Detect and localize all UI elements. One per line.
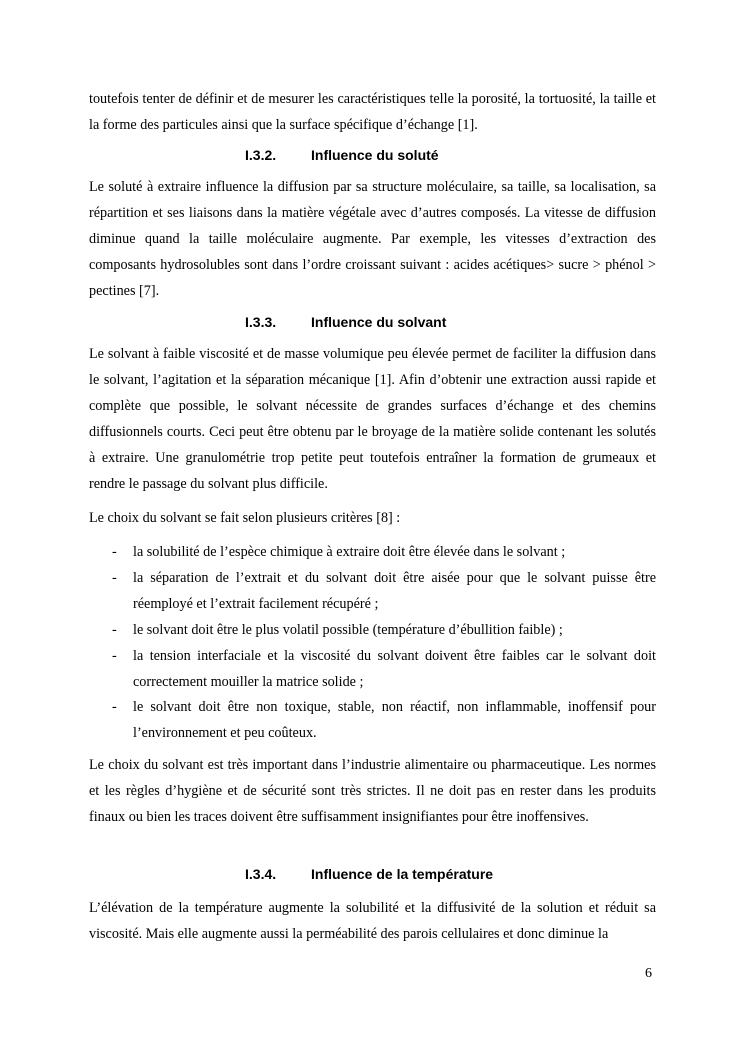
- section-heading-solute: [245, 145, 439, 165]
- section-title: Influence de la température: [311, 866, 494, 882]
- paragraph-solute: Le soluté à extraire influence la diffusion par sa structure moléculaire, sa taille, sa localisation, sa répartition et ses liaisons dans la matière végétale avec d’autres composés. La vitesse de diffusion diminue quand la taille moléculaire augmente. Par exemple, les vitesses d’extraction des composants hydrosolubles sont dans l’ordre croissant suivant : acides acétiques> sucre > phénol > pectines [7].: [89, 179, 656, 299]
- list-item: - la solubilité de l’espèce chimique à extraire doit être élevée dans le solvant ;: [89, 540, 656, 566]
- list-item: - la tension interfaciale et la viscosité du solvant doivent être faibles car le solvant doit correctement mouiller la matrice solide ;: [89, 644, 656, 696]
- list-item: - le solvant doit être non toxique, stable, non réactif, non inflammable, inoffensif pour l’environnement et peu coûteux.: [89, 695, 656, 747]
- section-number: I.3.2.: [245, 147, 277, 163]
- list-dash: -: [112, 647, 117, 664]
- list-dash: -: [112, 699, 117, 716]
- section-heading-solvant: [245, 312, 446, 332]
- list-item: - le solvant doit être le plus volatil possible (température d’ébullition faible) ;: [89, 618, 656, 644]
- section-number: I.3.3.: [245, 314, 277, 330]
- page-number: 6: [645, 966, 652, 981]
- paragraph-temperature: L’élévation de la température augmente la solubilité et la diffusivité de la solution et réduit sa viscosité. Mais elle augmente aussi la perméabilité des parois cellulaires et donc diminue la: [89, 900, 656, 942]
- section-title: Influence du solvant: [311, 314, 447, 330]
- paragraph-criteria-intro: Le choix du solvant se fait selon plusieurs critères [8] :: [89, 510, 401, 526]
- list-dash: -: [112, 621, 117, 638]
- criteria-list: [89, 540, 656, 747]
- section-heading-temperature: [245, 864, 493, 884]
- paragraph-intro: toutefois tenter de définir et de mesurer les caractéristiques telle la porosité, la tortuosité, la taille et la forme des particules ainsi que la surface spécifique d’échange [1].: [89, 91, 656, 133]
- paragraph-solvant: Le solvant à faible viscosité et de masse volumique peu élevée permet de faciliter la diffusion dans le solvant, l’agitation et la séparation mécanique [1]. Afin d’obtenir une extraction aussi rapide et complète que possible, le solvant nécessite de grandes surfaces d’échange et des chemins diffusionnels courts. Ceci peut être obtenu par le broyage de la matière solide contenant les solutés à extraire. Une granulométrie trop petite peut toutefois entraîner la formation de grumeaux et rendre le passage du solvant plus difficile.: [89, 346, 656, 492]
- section-number: I.3.4.: [245, 866, 277, 882]
- list-item: - la séparation de l’extrait et du solvant doit être aisée pour que le solvant puisse être réemployé et l’extrait facilement récupéré ;: [89, 566, 656, 618]
- paragraph-solvant-choice: Le choix du solvant est très important dans l’industrie alimentaire ou pharmaceutique. Les normes et les règles d’hygiène et de sécurité sont très strictes. Il ne doit pas en rester dans les produits finaux ou bien les traces doivent être suffisamment insignifiantes pour être inoffensives.: [89, 757, 656, 825]
- list-dash: -: [112, 569, 117, 586]
- section-title: Influence du soluté: [311, 147, 439, 163]
- list-dash: -: [112, 544, 117, 560]
